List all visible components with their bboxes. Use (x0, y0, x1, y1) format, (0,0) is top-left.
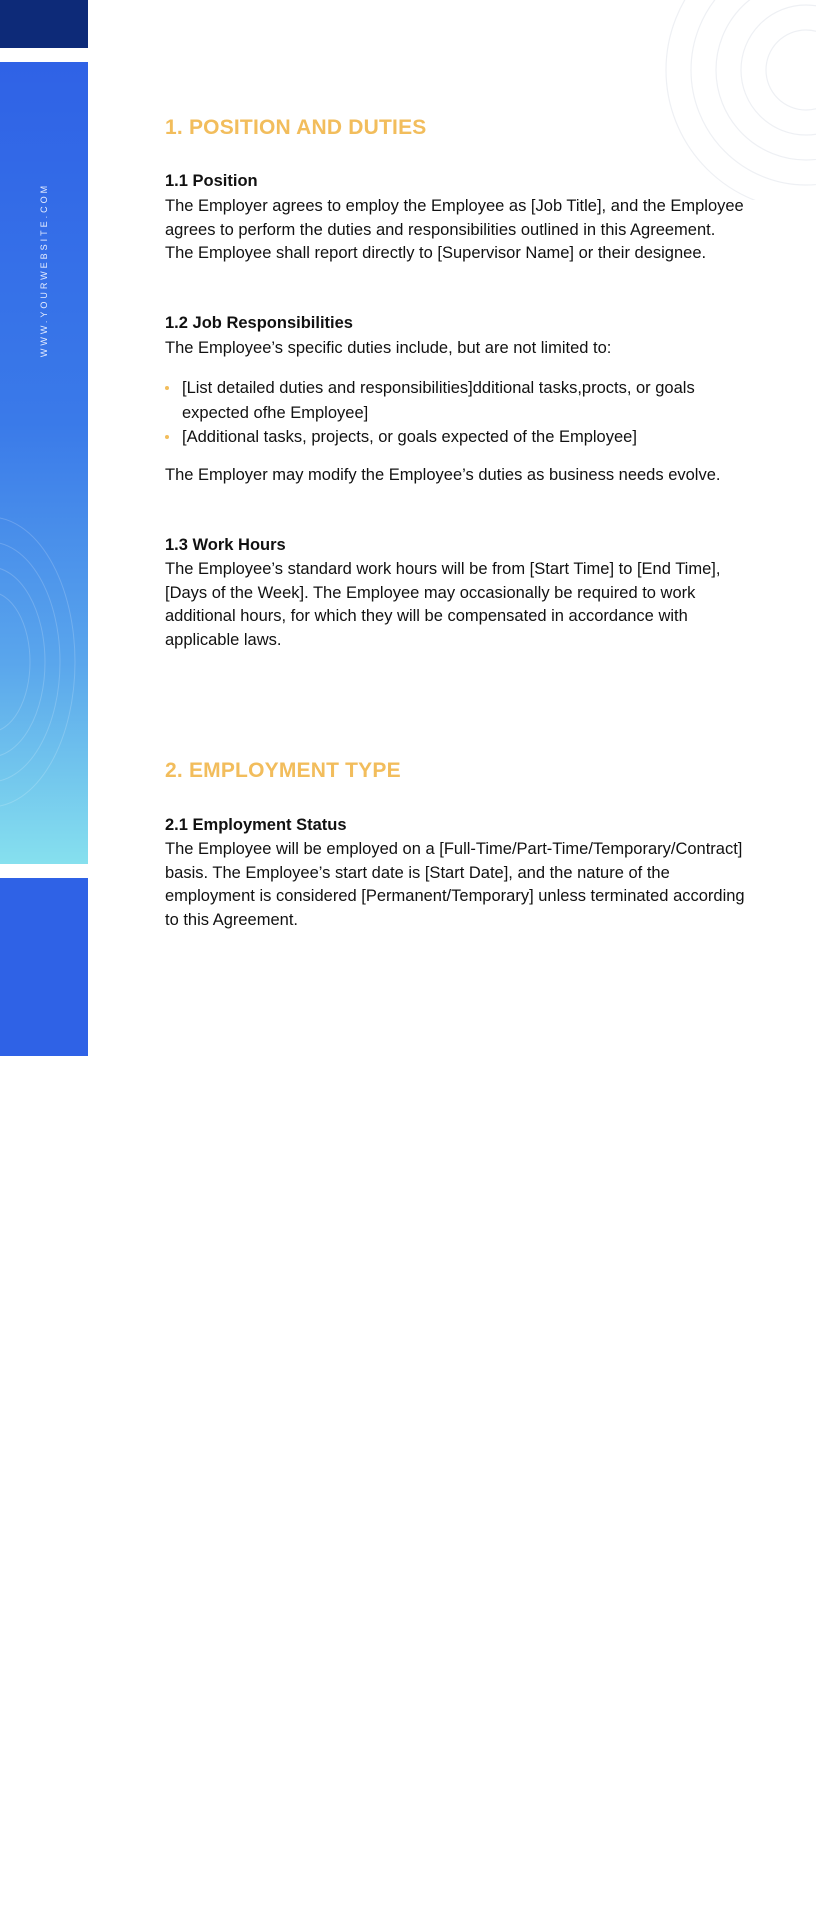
subsection-title-employment-status: 2.1 Employment Status (165, 816, 347, 834)
section-heading-position-duties: 1. POSITION AND DUTIES (165, 116, 427, 139)
website-url: WWW.YOURWEBSITE.COM (39, 182, 49, 358)
sidebar-gradient-panel (0, 62, 88, 864)
paragraph-position: The Employer agrees to employ the Employee as [Job Title], and the Employee agrees to perform the duties and responsibilities outlined in this Agreement. The Employee shall report directly to [Supervisor Name] or their designee. (165, 197, 744, 263)
logo-mark-text: LOGO (33, 1790, 54, 1850)
subsection-title-work-hours: 1.3 Work Hours (165, 536, 286, 554)
list-item (165, 376, 725, 425)
sidebar-logo-block (0, 878, 88, 1909)
bullet-icon (165, 386, 169, 390)
logo-registered-mark: ® (33, 1779, 42, 1786)
subsection-title-position: 1.1 Position (165, 172, 258, 190)
corner-wave-decoration (576, 0, 816, 200)
list-item-text: [List detailed duties and responsibilities]dditional tasks,procts, or goals expected ofhe Employee] (182, 379, 695, 422)
logo-dots-icon: ●● (38, 1855, 52, 1870)
paragraph-responsibilities-intro: The Employee’s specific duties include, but are not limited to: (165, 339, 612, 357)
responsibilities-list (165, 376, 725, 450)
paragraph-employment-status: The Employee will be employed on a [Full-Time/Part-Time/Temporary/Contract] basis. The Employee’s start date is [Start Date], and the nature of the employment is considered [Permanent/Temporary] unless terminated according to this Agreement. (165, 840, 745, 930)
paragraph-work-hours: The Employee’s standard work hours will be from [Start Time] to [End Time], [Days of the Week]. The Employee may occasionally be required to work additional hours, for which they will be compensated in accordance with applicable laws. (165, 560, 721, 650)
list-item (165, 425, 725, 450)
section-heading-employment-type: 2. EMPLOYMENT TYPE (165, 759, 401, 782)
subsection-title-job-responsibilities: 1.2 Job Responsibilities (165, 314, 353, 332)
company-logo (33, 1779, 55, 1909)
logo-your-text: Your (34, 1874, 53, 1909)
sidebar-top-block (0, 0, 88, 48)
paragraph-responsibilities-closing: The Employer may modify the Employee’s duties as business needs evolve. (165, 466, 721, 484)
list-item-text: [Additional tasks, projects, or goals expected of the Employee] (182, 428, 637, 446)
bullet-icon (165, 435, 169, 439)
